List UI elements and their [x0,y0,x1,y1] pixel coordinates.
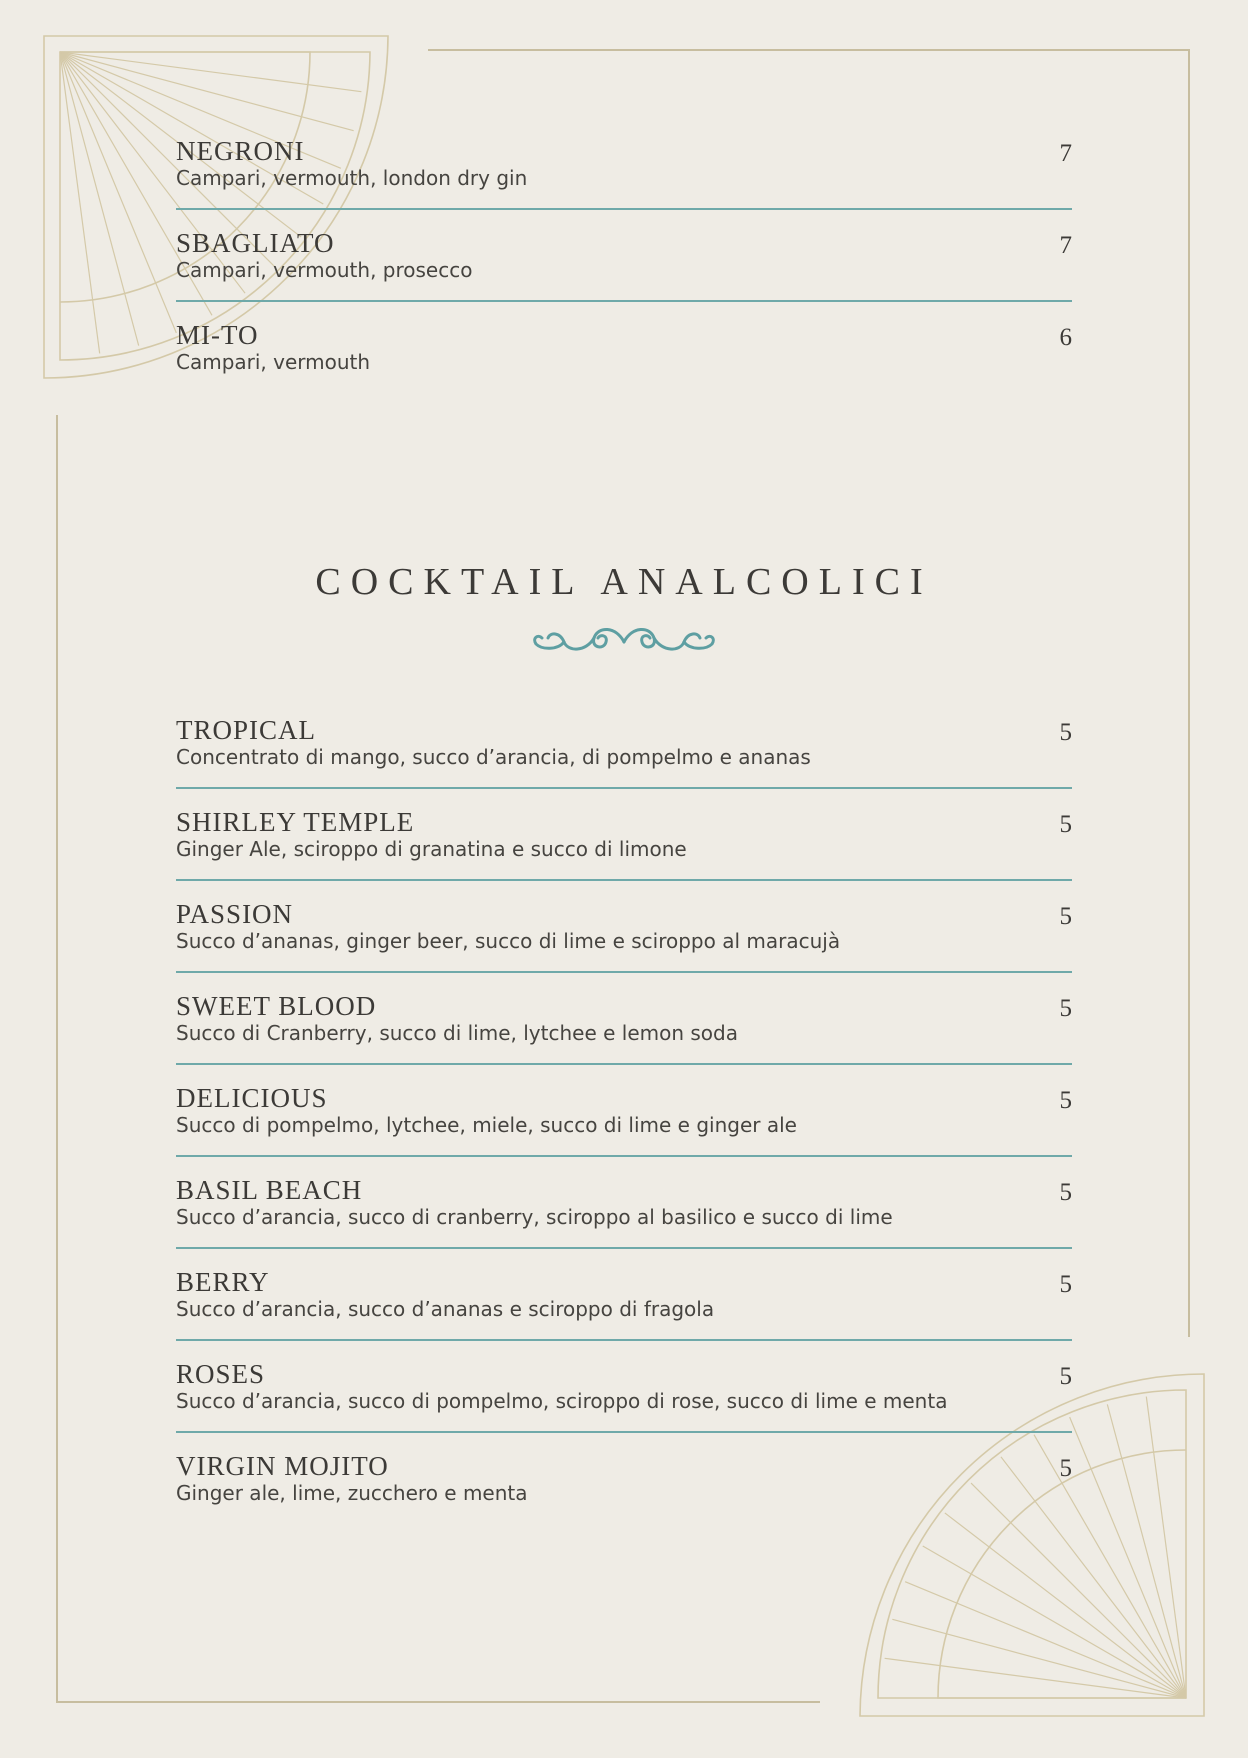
frame-left-line [56,415,58,1703]
item-name: SHIRLEY TEMPLE [176,807,415,837]
menu-item [176,320,1072,394]
item-description: Succo di pompelmo, lytchee, miele, succo di lime e ginger ale [176,1113,797,1137]
fan-ray [923,1546,1186,1698]
item-price: 5 [1059,1087,1072,1114]
item-divider [176,208,1072,210]
item-divider [176,971,1072,973]
item-name: BASIL BEACH [176,1175,363,1205]
swirl-flourish-icon [528,620,720,660]
item-divider [176,1339,1072,1341]
item-description: Campari, vermouth, london dry gin [176,166,528,190]
fan-ray [892,1619,1186,1698]
item-price: 5 [1059,903,1072,930]
item-price: 6 [1059,324,1072,351]
item-name: PASSION [176,899,294,929]
item-description: Succo d’arancia, succo d’ananas e sciroppo di fragola [176,1297,715,1321]
fan-ray [905,1582,1186,1698]
fan-ray [885,1658,1186,1698]
item-price: 5 [1059,995,1072,1022]
frame-bottom-line [56,1701,820,1703]
item-name: MI-TO [176,320,259,350]
item-description: Ginger ale, lime, zucchero e menta [176,1481,528,1505]
fan-ray [1070,1417,1186,1698]
item-divider [176,1155,1072,1157]
fan-ray [60,52,361,92]
item-name: BERRY [176,1267,270,1297]
item-price: 7 [1059,232,1072,259]
menu-item [176,1175,1072,1249]
frame-top-line [428,49,1190,51]
menu-item [176,228,1072,302]
fan-ray [1146,1397,1186,1698]
item-price: 5 [1059,1455,1072,1482]
item-price: 5 [1059,719,1072,746]
item-divider [176,1063,1072,1065]
item-description: Succo d’arancia, succo di cranberry, sciroppo al basilico e succo di lime [176,1205,893,1229]
menu-item [176,807,1072,881]
item-name: DELICIOUS [176,1083,328,1113]
item-name: ROSES [176,1359,266,1389]
item-description: Succo d’arancia, succo di pompelmo, sciroppo di rose, succo di lime e menta [176,1389,948,1413]
menu-item [176,1083,1072,1157]
menu-item [176,1451,1072,1525]
item-divider [176,300,1072,302]
item-price: 5 [1059,1363,1072,1390]
fan-ray [60,52,100,353]
item-name: NEGRONI [176,136,305,166]
item-price: 5 [1059,1271,1072,1298]
frame-right-line [1188,49,1190,1337]
item-divider [176,879,1072,881]
item-description: Succo di Cranberry, succo di lime, lytchee e lemon soda [176,1021,738,1045]
item-name: SWEET BLOOD [176,991,377,1021]
item-description: Campari, vermouth [176,350,371,374]
item-divider [176,1431,1072,1433]
item-divider [176,1247,1072,1249]
fan-ray [60,52,176,333]
item-name: SBAGLIATO [176,228,335,258]
menu-item [176,136,1072,210]
section-title: COCKTAIL ANALCOLICI [315,561,933,603]
item-price: 5 [1059,811,1072,838]
menu-item [176,1359,1072,1433]
item-description: Succo d’ananas, ginger beer, succo di lime e sciroppo al maracujà [176,929,841,953]
item-description: Campari, vermouth, prosecco [176,258,473,282]
menu-item [176,899,1072,973]
fan-ray [1107,1404,1186,1698]
menu-item [176,991,1072,1065]
item-name: VIRGIN MOJITO [176,1451,389,1481]
item-name: TROPICAL [176,715,317,745]
item-divider [176,787,1072,789]
item-description: Ginger Ale, sciroppo di granatina e succo di limone [176,837,687,861]
item-price: 5 [1059,1179,1072,1206]
item-price: 7 [1059,140,1072,167]
menu-item [176,715,1072,789]
menu-item [176,1267,1072,1341]
item-description: Concentrato di mango, succo d’arancia, di pompelmo e ananas [176,745,811,769]
